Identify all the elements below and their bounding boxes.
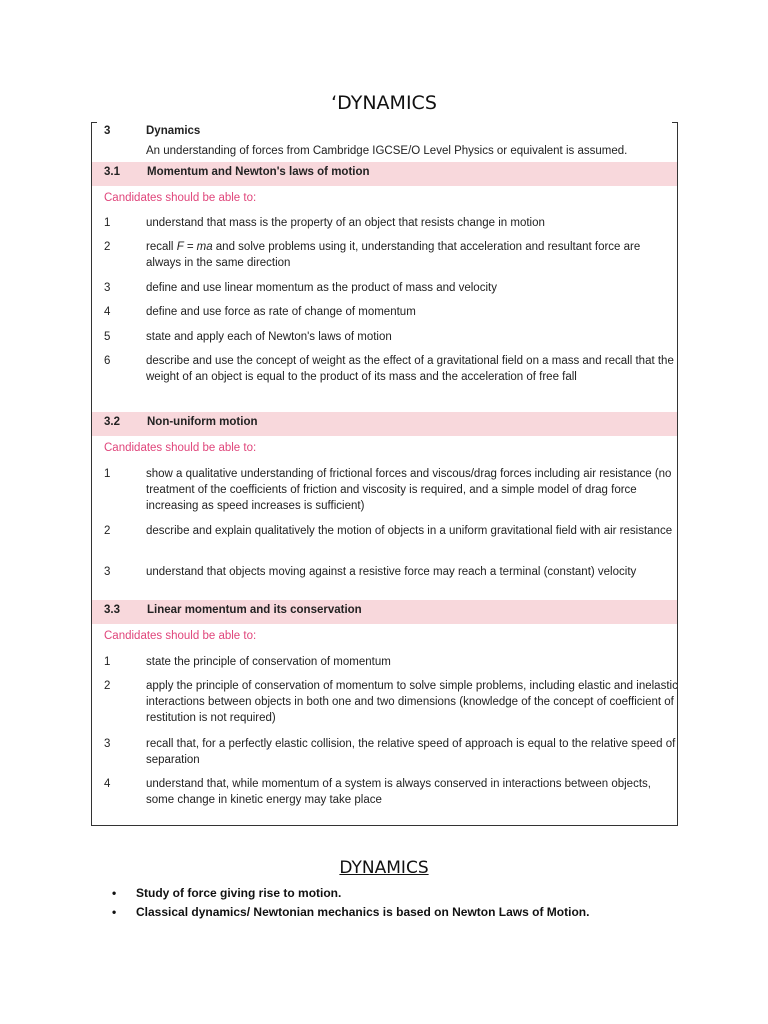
item-text [146,239,678,271]
item-number: 1 [104,217,111,229]
bullet-text: Classical dynamics/ Newtonian mechanics is based on Newton Laws of Motion. [136,905,590,919]
item-number: 3 [104,566,111,578]
chapter-intro: An understanding of forces from Cambridge IGCSE/O Level Physics or equivalent is assumed. [146,145,628,157]
section-title: Non-uniform motion [147,416,258,428]
formula: F = ma [176,241,213,253]
item-text: state and apply each of Newton's laws of motion [146,331,392,343]
item-text: understand that mass is the property of an object that resists change in motion [146,217,545,229]
notes-heading: DYNAMICS [339,858,429,878]
item-number: 6 [104,355,111,367]
item-text: describe and use the concept of weight as the effect of a gravitational field on a mass and recall that the weight of an object is equal to the product of its mass and the acceleration of free fall [146,355,674,383]
section-header-3-3 [92,600,677,624]
page-title: ‘DYNAMICS [331,92,437,114]
section-header-3-2 [92,412,677,436]
bullet-dot-icon: • [112,886,117,900]
candidates-label: Candidates should be able to: [104,442,257,454]
bullet-item [112,886,712,905]
item-text: understand that objects moving against a resistive force may reach a terminal (constant) velocity [146,566,637,578]
bullet-dot-icon: • [112,905,117,919]
item-number: 1 [104,468,111,480]
bullet-list [112,886,712,924]
item-number: 5 [104,331,111,343]
section-number: 3.3 [104,604,120,616]
item-text: define and use force as rate of change of momentum [146,306,416,318]
item-text: define and use linear momentum as the product of mass and velocity [146,282,497,294]
item-number: 2 [104,525,111,537]
item-text: understand that, while momentum of a system is always conserved in interactions between objects, some change in kinetic energy may take place [146,778,651,806]
chapter-number: 3 [104,125,111,137]
item-number: 2 [104,241,111,253]
section-number: 3.2 [104,416,120,428]
item-number: 1 [104,656,111,668]
section-title: Momentum and Newton's laws of motion [147,166,370,178]
item-text: describe and explain qualitatively the motion of objects in a uniform gravitational field with air resistance [146,525,673,537]
item-text: apply the principle of conservation of momentum to solve simple problems, including elastic and inelastic interactions between objects in both one and two dimensions (knowledge of the concept of coefficient of restitution is not required) [146,680,678,724]
item-number: 4 [104,778,111,790]
item-text-rest: and solve problems using it, understanding that acceleration and resultant force are always in the same direction [146,241,641,269]
candidates-label: Candidates should be able to: [104,192,257,204]
item-number: 3 [104,282,111,294]
item-number: 2 [104,680,111,692]
section-number: 3.1 [104,166,120,178]
item-text-prefix: recall [146,241,177,253]
bullet-item [112,905,712,924]
candidates-label: Candidates should be able to: [104,630,257,642]
bullet-text: Study of force giving rise to motion. [136,886,342,900]
chapter-title: Dynamics [146,125,201,137]
item-text: recall that, for a perfectly elastic collision, the relative speed of approach is equal to the relative speed of separation [146,738,676,766]
item-number: 4 [104,306,111,318]
item-number: 3 [104,738,111,750]
section-header-3-1 [92,162,677,186]
item-text: state the principle of conservation of momentum [146,656,391,668]
item-text: show a qualitative understanding of frictional forces and viscous/drag forces including air resistance (no treatment of the coefficients of friction and viscosity is required, and a simple model of drag force increasing as speed increases is sufficient) [146,468,672,512]
section-title: Linear momentum and its conservation [147,604,362,616]
